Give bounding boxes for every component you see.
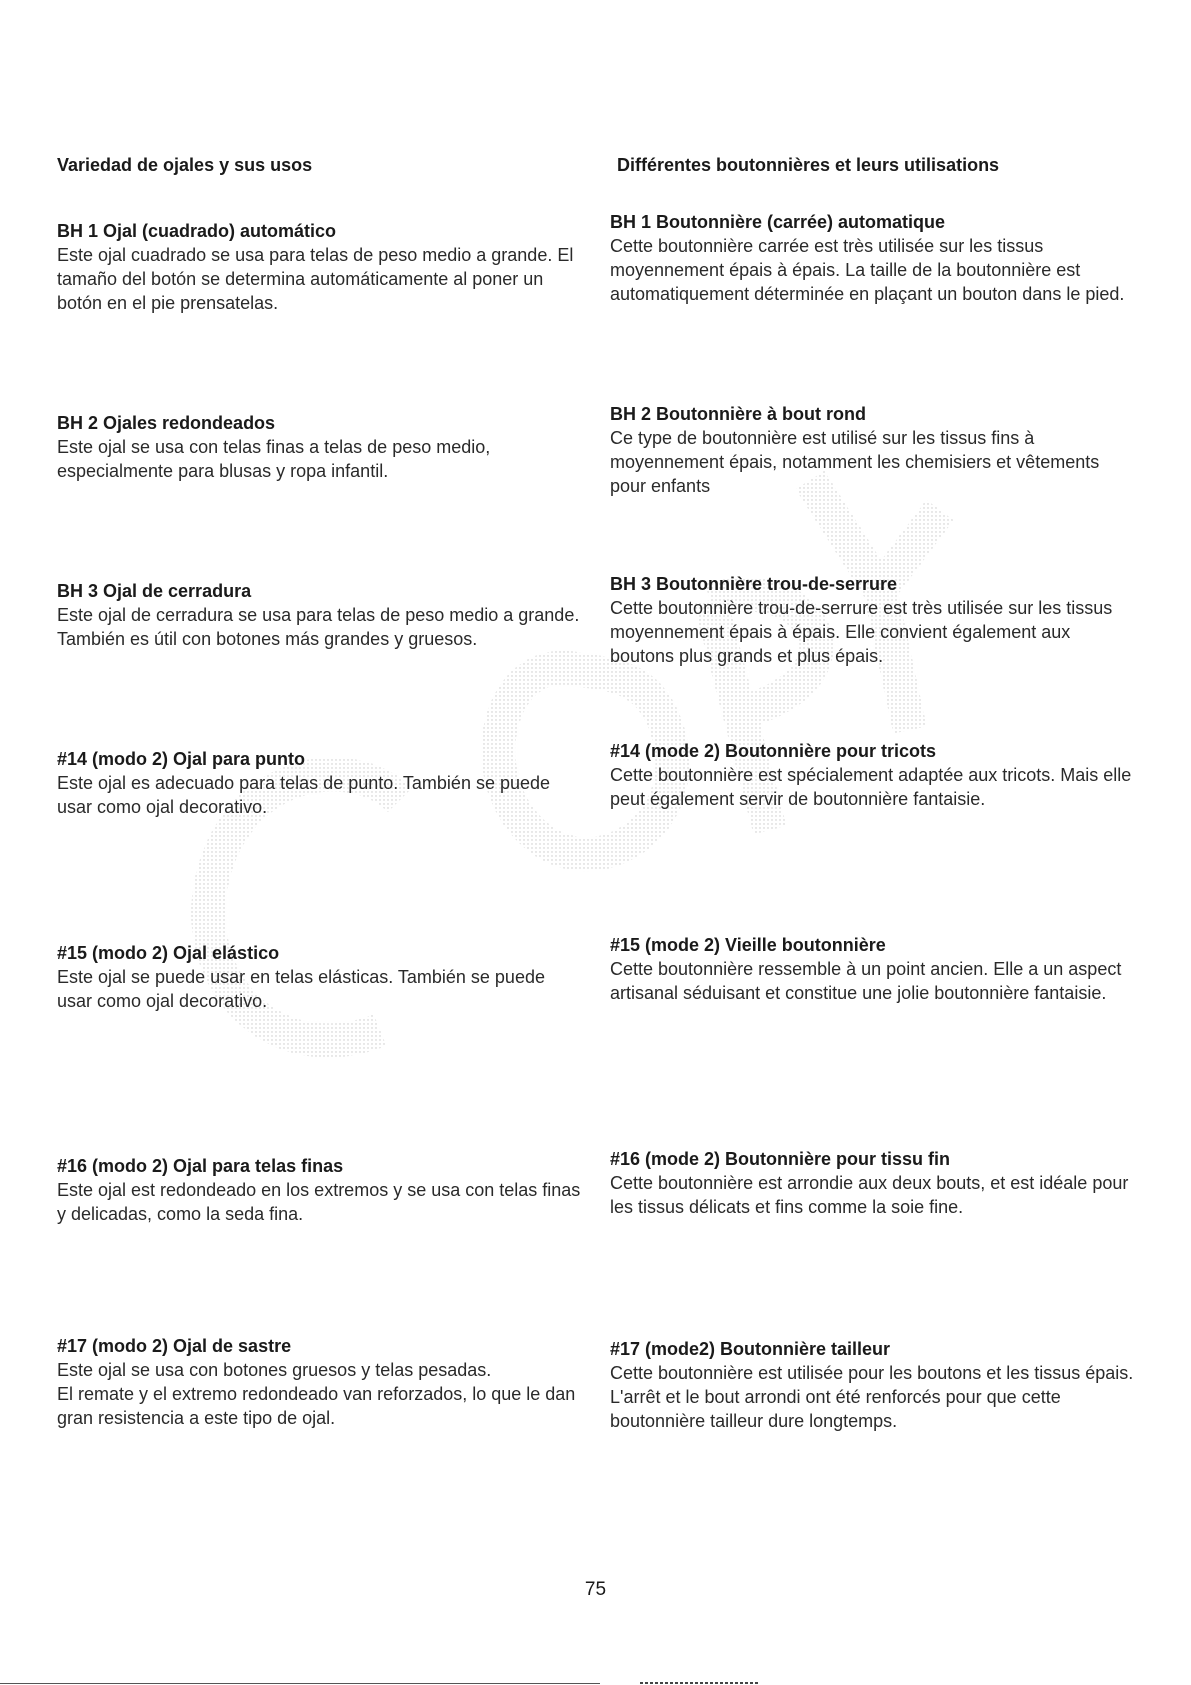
left-block-bh2 [57, 412, 582, 483]
right-block-17 [610, 1338, 1135, 1433]
left-block-bh3 [57, 580, 582, 651]
block-text: El remate y el extremo redondeado van reforzados, lo que le dan gran resistencia a este tipo de ojal. [57, 1384, 576, 1428]
block-text: Este ojal cuadrado se usa para telas de peso medio a grande. El tamaño del botón se determina automáticamente al poner un botón en el pie prensatelas. [57, 245, 574, 313]
block-title: BH 1 Ojal (cuadrado) automático [57, 221, 337, 241]
left-block-15 [57, 942, 582, 1013]
left-block-16 [57, 1155, 582, 1226]
left-block-bh1 [57, 220, 582, 315]
block-text: Cette boutonnière est spécialement adaptée aux tricots. Mais elle peut également servir de boutonnière fantaisie. [610, 765, 1132, 809]
block-text: Este ojal se puede usar en telas elásticas. También se puede usar como ojal decorativo. [57, 967, 545, 1011]
block-text: Este ojal es adecuado para telas de punto. También se puede usar como ojal decorativo. [57, 773, 551, 817]
block-text: Cette boutonnière carrée est très utilisée sur les tissus moyennement épais à épais. La taille de la boutonnière est automatiquement déterminée en plaçant un bouton dans le pied. [610, 236, 1125, 304]
left-column-heading: Variedad de ojales y sus usos [57, 155, 313, 175]
block-title: #16 (mode 2) Boutonnière pour tissu fin [610, 1149, 951, 1169]
block-text: Cette boutonnière est utilisée pour les boutons et les tissus épais. [610, 1363, 1134, 1383]
block-title: BH 1 Boutonnière (carrée) automatique [610, 212, 946, 232]
block-title: #16 (modo 2) Ojal para telas finas [57, 1156, 344, 1176]
block-text: Este ojal se usa con botones gruesos y telas pesadas. [57, 1360, 492, 1380]
block-title: BH 2 Ojales redondeados [57, 413, 276, 433]
block-text: Ce type de boutonnière est utilisé sur les tissus fins à moyennement épais, notamment les chemisiers et vêtements pour enfants [610, 428, 1100, 496]
block-title: #17 (mode2) Boutonnière tailleur [610, 1339, 891, 1359]
block-text: Este ojal de cerradura se usa para telas de peso medio a grande. También es útil con botones más grandes y gruesos. [57, 605, 580, 649]
block-title: #17 (modo 2) Ojal de sastre [57, 1336, 292, 1356]
left-block-14 [57, 748, 582, 819]
page-number: 75 [584, 1579, 607, 1600]
block-title: #14 (mode 2) Boutonnière pour tricots [610, 741, 937, 761]
block-title: #14 (modo 2) Ojal para punto [57, 749, 306, 769]
right-block-15 [610, 934, 1135, 1005]
right-block-14 [610, 740, 1135, 811]
block-text: Este ojal est redondeado en los extremos y se usa con telas finas y delicadas, como la seda fina. [57, 1180, 581, 1224]
block-title: BH 2 Boutonnière à bout rond [610, 404, 866, 424]
left-block-17 [57, 1335, 582, 1430]
right-block-16 [610, 1148, 1135, 1219]
block-title: #15 (modo 2) Ojal elástico [57, 943, 280, 963]
footer-scan-mark [640, 1682, 760, 1684]
right-block-bh3 [610, 573, 1135, 668]
block-text: Cette boutonnière est arrondie aux deux bouts, et est idéale pour les tissus délicats et fins comme la soie fine. [610, 1173, 1129, 1217]
block-text: Cette boutonnière ressemble à un point ancien. Elle a un aspect artisanal séduisant et constitue une jolie boutonnière fantaisie. [610, 959, 1122, 1003]
right-block-bh1 [610, 211, 1135, 306]
right-block-bh2 [610, 403, 1135, 498]
block-text: L'arrêt et le bout arrondi ont été renforcés pour que cette boutonnière tailleur dure longtemps. [610, 1387, 1061, 1431]
block-text: Este ojal se usa con telas finas a telas de peso medio, especialmente para blusas y ropa infantil. [57, 437, 491, 481]
right-column-heading: Différentes boutonnières et leurs utilisations [617, 155, 1000, 175]
block-text: Cette boutonnière trou-de-serrure est très utilisée sur les tissus moyennement épais à épais. Elle convient également aux boutons plus grands et plus épais. [610, 598, 1113, 666]
block-title: BH 3 Ojal de cerradura [57, 581, 252, 601]
footer-rule [0, 1683, 600, 1684]
block-title: #15 (mode 2) Vieille boutonnière [610, 935, 886, 955]
block-title: BH 3 Boutonnière trou-de-serrure [610, 574, 898, 594]
